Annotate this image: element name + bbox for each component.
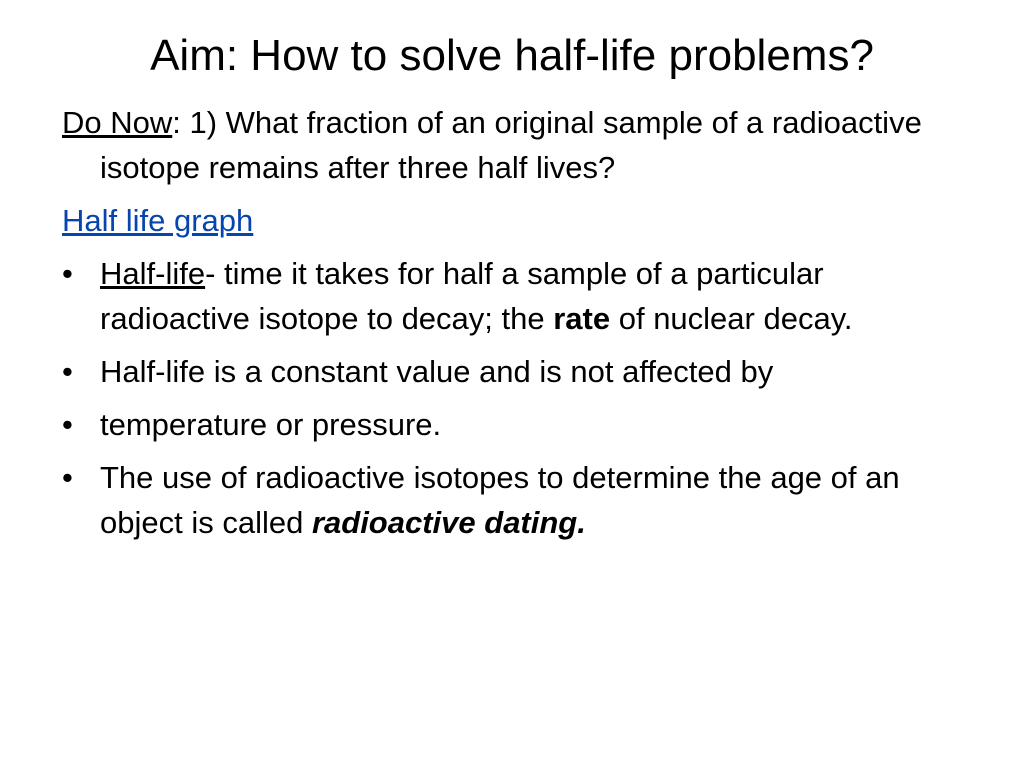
slide-body bbox=[62, 100, 962, 553]
definition-text: - time it takes for half a sample of a particular radioactive isotope to decay; the bbox=[100, 256, 824, 336]
bullet-icon: • bbox=[62, 407, 73, 442]
bullet-icon: • bbox=[62, 460, 73, 495]
do-now-separator: : bbox=[172, 105, 190, 140]
radioactive-dating-emphasis: radioactive dating. bbox=[311, 505, 586, 540]
bullet-icon: • bbox=[62, 354, 73, 389]
half-life-term: Half-life bbox=[100, 256, 206, 291]
bullet-icon: • bbox=[62, 256, 73, 291]
do-now-question: 1) What fraction of an original sample of a radioactive isotope remains after three half lives? bbox=[100, 105, 922, 185]
bullet-item-definition bbox=[62, 251, 962, 341]
rate-emphasis: rate bbox=[553, 301, 611, 336]
definition-text-end: of nuclear decay. bbox=[610, 301, 853, 336]
half-life-graph-link[interactable]: Half life graph bbox=[62, 203, 254, 238]
bullet-item-temperature bbox=[62, 402, 962, 447]
constant-text: Half-life is a constant value and is not affected by bbox=[100, 354, 774, 389]
bullet-item-constant bbox=[62, 349, 962, 394]
bullet-item-dating bbox=[62, 455, 962, 545]
do-now-paragraph bbox=[62, 100, 962, 190]
half-life-graph-line bbox=[62, 198, 962, 243]
do-now-label: Do Now bbox=[62, 105, 173, 140]
slide-title: Aim: How to solve half-life problems? bbox=[150, 31, 874, 80]
temperature-text: temperature or pressure. bbox=[100, 407, 442, 442]
dating-text: The use of radioactive isotopes to determine the age of an object is called bbox=[100, 460, 900, 540]
